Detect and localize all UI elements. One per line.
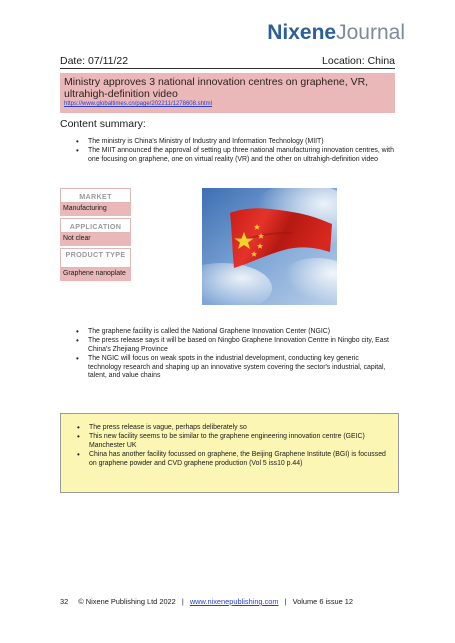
title-band (60, 73, 395, 113)
summary-heading: Content summary: (60, 118, 146, 130)
page-number: 32 (60, 597, 69, 606)
journal-logo (267, 22, 405, 43)
summary-item: • The MIIT announced the approval of setting up three national manufacturing innovation centres, with one focusing on graphene, one on virtual reality (VR) and the other on ultrahigh-definition video (72, 147, 394, 164)
issue-info: Volume 6 issue 12 (292, 597, 354, 606)
body-item: • The press release says it will be based on Ningbo Graphene Innovation Centre in Ningbo city, East China's Zhejiang Province (72, 337, 394, 354)
article-location: Location: China (322, 55, 395, 67)
product-type-value: Graphene nanoplate (60, 268, 131, 281)
article-title: Ministry approves 3 national innovation centres on graphene, VR, ultrahigh-definition video (64, 76, 369, 100)
body-item: • The NGIC will focus on weak spots in the industrial development, conducting key generic technology research and shaping up an innovative system covering the sector's industrial, capital, talent, and value chains (72, 355, 394, 380)
copyright: © Nixene Publishing Ltd 2022 (78, 597, 176, 606)
classification-sidebar (60, 188, 131, 281)
page-footer: 32 © Nixene Publishing Ltd 2022 | www.nixenepublishing.com | Volume 6 issue 12 (60, 597, 354, 606)
logo-part2: Journal (336, 21, 405, 44)
product-type-label: PRODUCT TYPE (60, 248, 131, 268)
source-link[interactable]: https://www.globaltimes.cn/page/202211/1278608.shtml (64, 101, 212, 107)
commentary-list (73, 424, 390, 468)
header-rule (60, 68, 395, 69)
commentary-item: • The press release is vague, perhaps deliberately so (73, 424, 390, 432)
application-label: APPLICATION (60, 218, 131, 233)
market-value: Manufacturing (60, 203, 131, 216)
summary-list (72, 138, 394, 165)
commentary-box (60, 413, 399, 493)
summary-item: • The ministry is China's Ministry of Industry and Information Technology (MIIT) (72, 138, 394, 146)
china-flag-image (202, 188, 337, 305)
publisher-link[interactable]: www.nixenepublishing.com (189, 597, 279, 606)
commentary-item: • China has another facility focussed on graphene, the Beijing Graphene Institute (BGI) is focussed on graphene powder and CVD graphene production (Vol 5 iss10 p.44) (73, 451, 390, 468)
market-label: MARKET (60, 188, 131, 203)
article-date: Date: 07/11/22 (60, 55, 129, 67)
date-location-line (60, 55, 395, 67)
body-item: • The graphene facility is called the National Graphene Innovation Center (NGIC) (72, 328, 394, 336)
application-value: Not clear (60, 233, 131, 246)
body-list (72, 328, 394, 381)
commentary-item: • This new facility seems to be similar to the graphene engineering innovation centre (GEIC) Manchester UK (73, 433, 390, 450)
logo-part1: Nixene (267, 21, 337, 44)
